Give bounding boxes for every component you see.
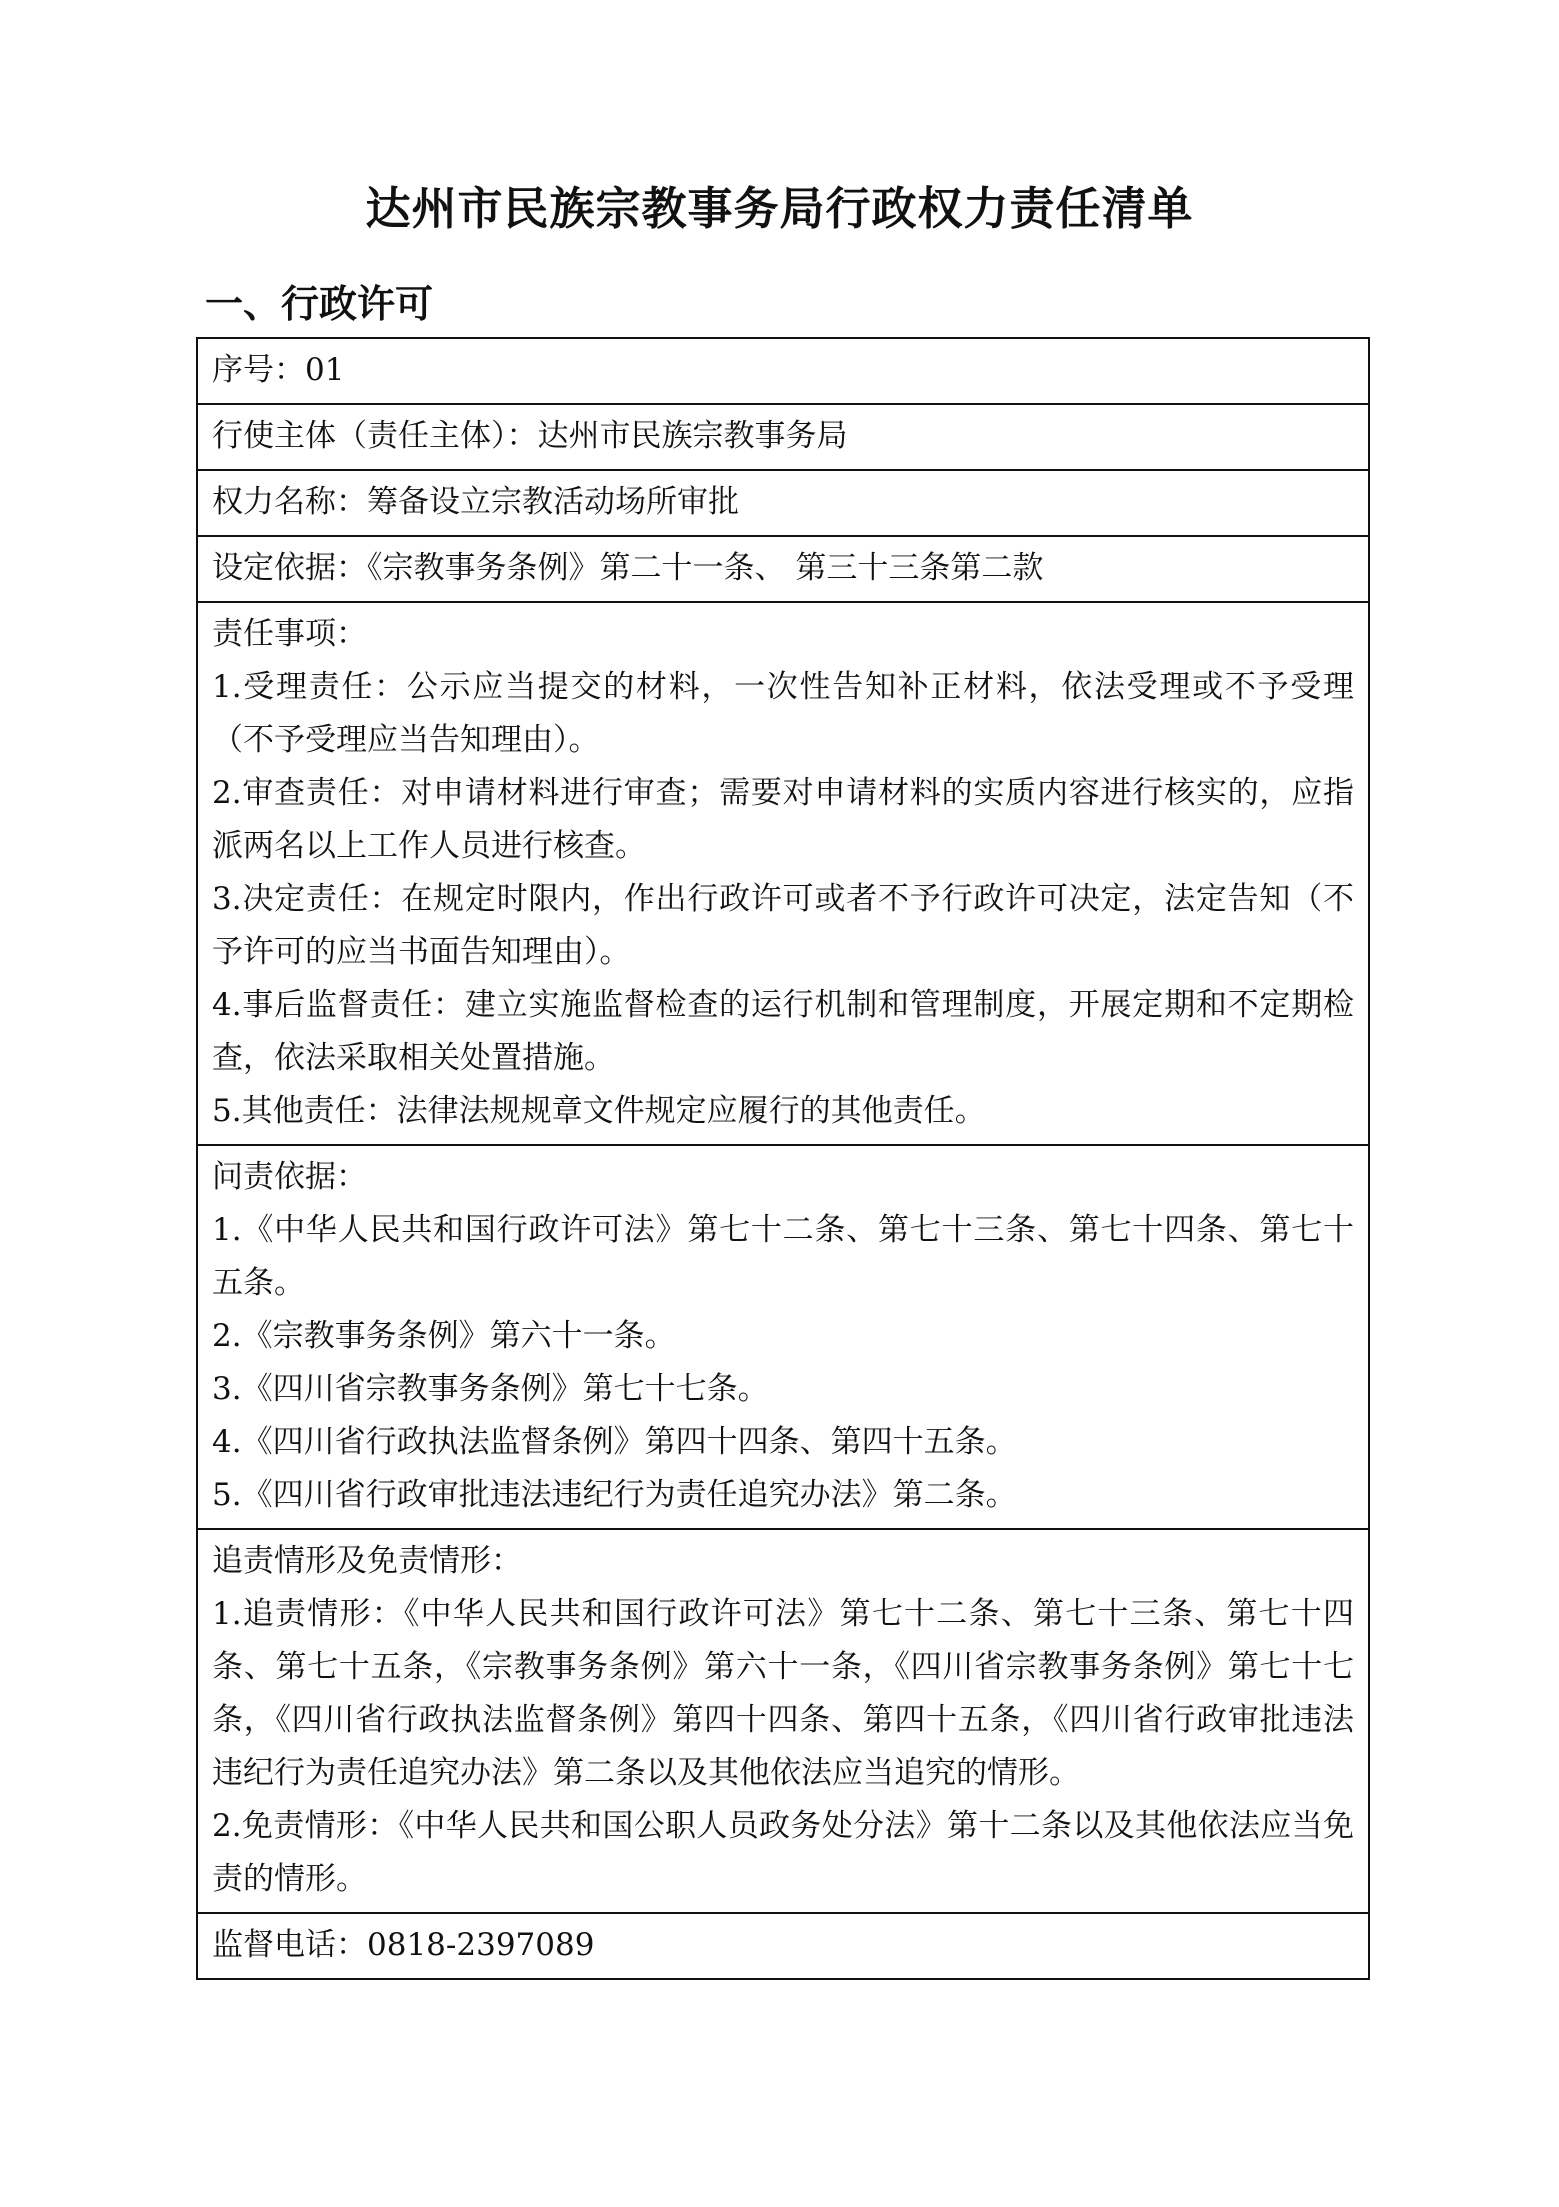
section-heading: 一、行政许可 <box>205 282 434 326</box>
duties-label: 责任事项： <box>212 616 367 652</box>
accountability-cell <box>197 1145 1369 1529</box>
accountability-item: 5.《四川省行政审批违法违纪行为责任追究办法》第二条。 <box>212 1477 1017 1513</box>
duty-item: 4.事后监督责任：建立实施监督检查的运行机制和管理制度，开展定期和不定期检查，依法采取相关处置措施。 <box>212 987 1354 1076</box>
table-row <box>197 602 1369 1145</box>
accountability-item: 1.《中华人民共和国行政许可法》第七十二条、第七十三条、第七十四条、第七十五条。 <box>212 1212 1354 1301</box>
accountability-item: 4.《四川省行政执法监督条例》第四十四条、第四十五条。 <box>212 1424 1017 1460</box>
liability-item: 1.追责情形：《中华人民共和国行政许可法》第七十二条、第七十三条、第七十四条、第七十五条，《宗教事务条例》第六十一条，《四川省宗教事务条例》第七十七条，《四川省行政执法监督条例》第四十四条、第四十五条，《四川省行政审批违法违纪行为责任追究办法》第二条以及其他依法应当追究的情形。 <box>212 1596 1354 1791</box>
table-row <box>197 470 1369 536</box>
table-row <box>197 404 1369 470</box>
table-row <box>197 1913 1369 1979</box>
accountability-item: 2.《宗教事务条例》第六十一条。 <box>212 1318 676 1354</box>
hotline-cell: 监督电话：0818-2397089 <box>197 1913 1369 1979</box>
liability-cell <box>197 1529 1369 1913</box>
accountability-label: 问责依据： <box>212 1159 367 1195</box>
liability-label: 追责情形及免责情形： <box>212 1543 522 1579</box>
duty-item: 5.其他责任：法律法规规章文件规定应履行的其他责任。 <box>212 1093 986 1129</box>
serial-number-cell: 序号：01 <box>197 338 1369 404</box>
basis-cell: 设定依据：《宗教事务条例》第二十一条、 第三十三条第二款 <box>197 536 1369 602</box>
responsibility-table <box>196 337 1370 1980</box>
table-row <box>197 536 1369 602</box>
table-row <box>197 1529 1369 1913</box>
table-row <box>197 338 1369 404</box>
duties-cell <box>197 602 1369 1145</box>
duty-item: 2.审查责任：对申请材料进行审查；需要对申请材料的实质内容进行核实的，应指派两名以上工作人员进行核查。 <box>212 775 1354 864</box>
accountability-item: 3.《四川省宗教事务条例》第七十七条。 <box>212 1371 769 1407</box>
liability-item: 2.免责情形：《中华人民共和国公职人员政务处分法》第十二条以及其他依法应当免责的情形。 <box>212 1808 1354 1897</box>
document-title: 达州市民族宗教事务局行政权力责任清单 <box>365 182 1194 235</box>
duty-item: 1.受理责任：公示应当提交的材料，一次性告知补正材料，依法受理或不予受理（不予受理应当告知理由）。 <box>212 669 1354 758</box>
duty-item: 3.决定责任：在规定时限内，作出行政许可或者不予行政许可决定，法定告知（不予许可的应当书面告知理由）。 <box>212 881 1354 970</box>
table-row <box>197 1145 1369 1529</box>
subject-cell: 行使主体（责任主体）：达州市民族宗教事务局 <box>197 404 1369 470</box>
power-name-cell: 权力名称：筹备设立宗教活动场所审批 <box>197 470 1369 536</box>
